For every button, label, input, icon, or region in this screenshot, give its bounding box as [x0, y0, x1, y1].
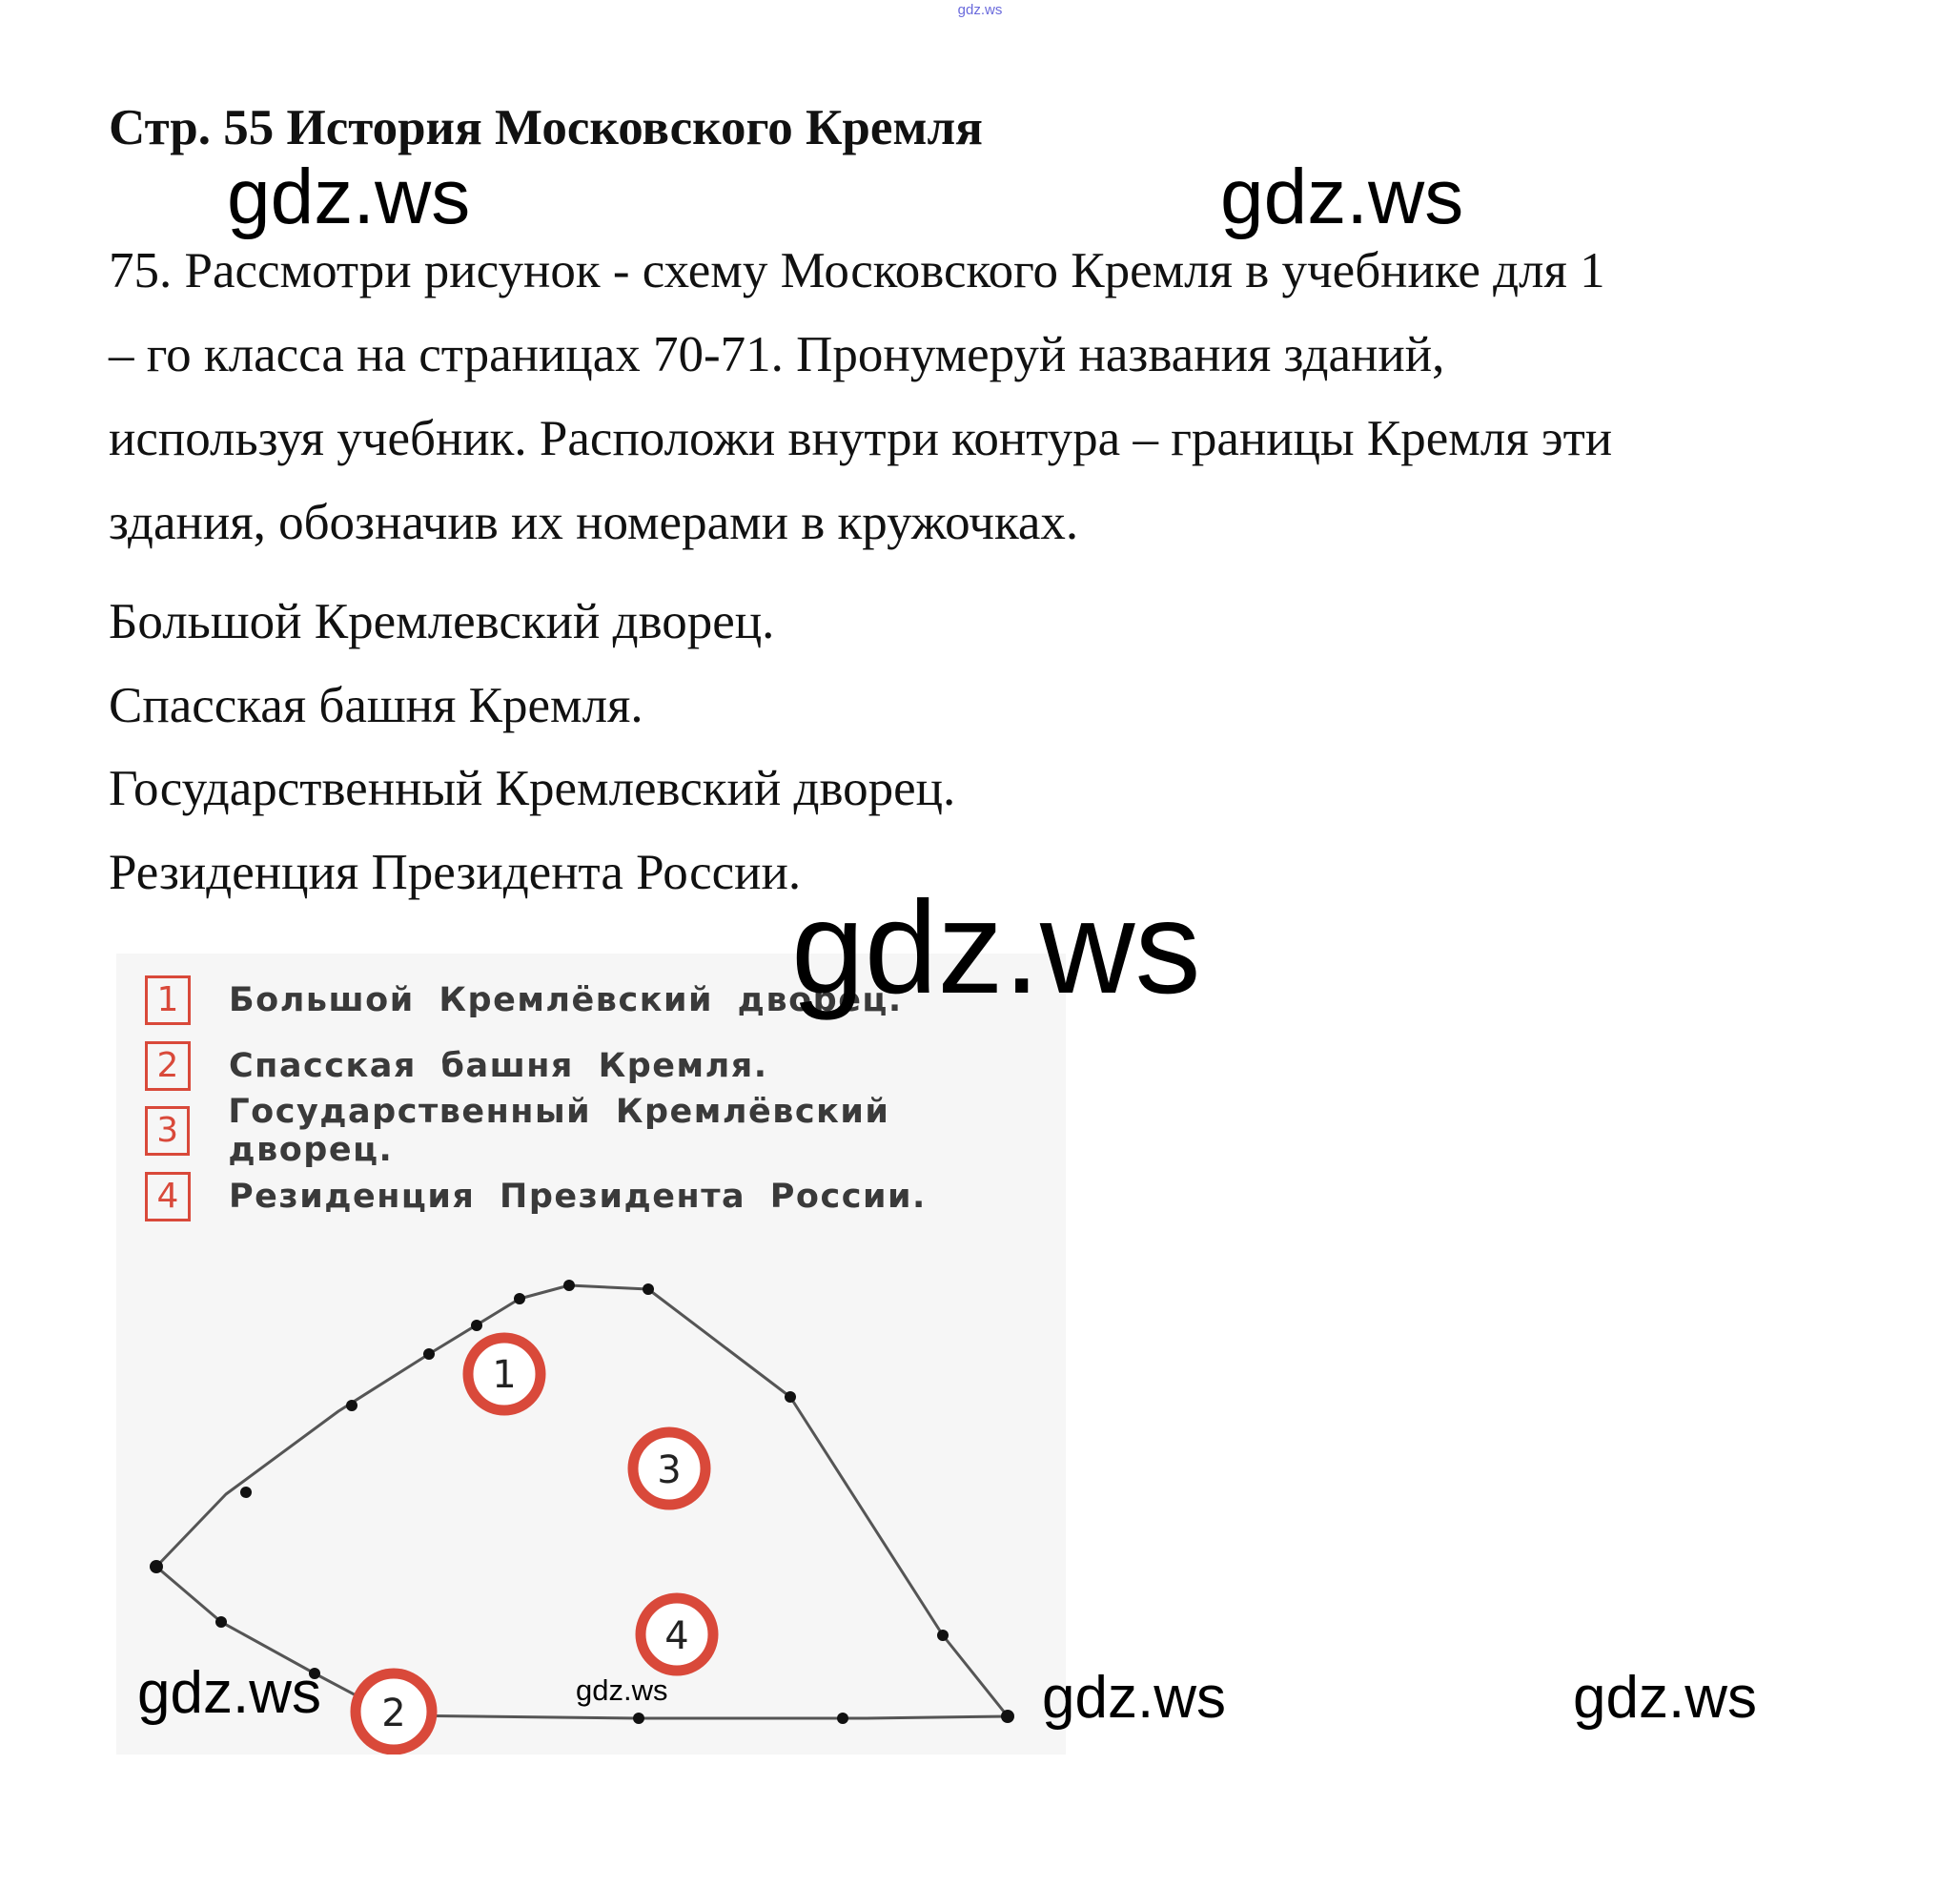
task-line: – го класса на страницах 70-71. Пронумеруй названия зданий, — [109, 327, 1445, 382]
building-marker — [356, 1673, 432, 1750]
building-item: Большой Кремлевский дворец. — [109, 594, 775, 649]
border-dot — [423, 1348, 435, 1360]
border-dot — [240, 1487, 252, 1498]
watermark: gdz.ws — [227, 154, 471, 240]
site-mark: gdz.ws — [957, 2, 1003, 18]
border-dot — [215, 1616, 227, 1628]
marker-label: 4 — [664, 1614, 689, 1658]
kremlin-contour-map — [116, 954, 1066, 1755]
building-item: Резиденция Президента России. — [109, 845, 802, 900]
legend-number: 4 — [145, 1172, 191, 1221]
building-marker — [633, 1432, 705, 1505]
border-dot — [785, 1391, 796, 1403]
legend-label: Большой Кремлёвский дворец. — [229, 981, 903, 1019]
watermark: gdz.ws — [1220, 154, 1464, 240]
building-item: Государственный Кремлевский дворец. — [109, 761, 956, 816]
border-dot — [643, 1283, 654, 1295]
task-line: 75. Рассмотри рисунок - схему Московского Кремля в учебнике для 1 — [109, 243, 1605, 298]
marker-label: 2 — [381, 1692, 406, 1735]
legend-number: 1 — [145, 975, 191, 1025]
marker-label: 1 — [492, 1353, 517, 1397]
watermark: gdz.ws — [791, 874, 1201, 1021]
building-item: Спасская башня Кремля. — [109, 678, 643, 733]
building-marker — [641, 1598, 713, 1671]
legend-label: Резиденция Президента России. — [229, 1178, 927, 1216]
border-dot — [837, 1713, 848, 1724]
border-dots — [150, 1280, 1014, 1724]
border-dot — [1001, 1710, 1014, 1723]
legend-label: Спасская башня Кремля. — [229, 1047, 768, 1085]
border-dot — [937, 1630, 949, 1641]
border-dot — [150, 1560, 163, 1573]
watermark: gdz.ws — [576, 1673, 668, 1707]
watermark: gdz.ws — [137, 1660, 321, 1726]
marker-label: 3 — [657, 1448, 682, 1492]
border-dot — [346, 1400, 357, 1411]
task-text — [109, 229, 1825, 564]
kremlin-scheme-figure — [116, 954, 1066, 1755]
legend-number: 3 — [145, 1106, 190, 1156]
task-line: здания, обозначив их номерами в кружочках. — [109, 495, 1079, 550]
building-marker — [468, 1338, 541, 1410]
page-title: Стр. 55 История Московского Кремля — [109, 100, 983, 155]
kremlin-border-line — [156, 1285, 1008, 1718]
border-dot — [633, 1713, 644, 1724]
watermark: gdz.ws — [1042, 1665, 1226, 1731]
legend-label: Государственный Кремлёвский дворец. — [228, 1093, 890, 1169]
border-dot — [514, 1293, 525, 1304]
legend-number: 2 — [145, 1041, 191, 1091]
task-line: используя учебник. Расположи внутри контура – границы Кремля эти — [109, 411, 1613, 466]
border-dot — [563, 1280, 575, 1291]
watermark: gdz.ws — [1573, 1665, 1757, 1731]
border-dot — [471, 1320, 482, 1331]
